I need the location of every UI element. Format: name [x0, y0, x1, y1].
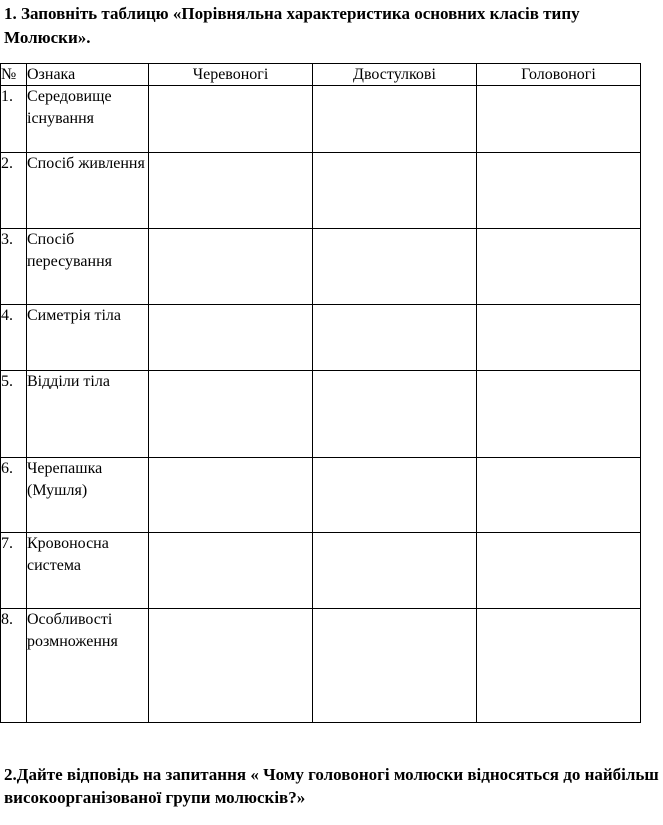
row-number: 3.	[1, 229, 27, 305]
answer-cell-cephalopods[interactable]	[477, 229, 641, 305]
answer-cell-cephalopods[interactable]	[477, 609, 641, 723]
answer-cell-bivalves[interactable]	[313, 609, 477, 723]
answer-cell-gastropods[interactable]	[149, 153, 313, 229]
row-number: 5.	[1, 371, 27, 458]
answer-cell-cephalopods[interactable]	[477, 533, 641, 609]
answer-cell-cephalopods[interactable]	[477, 458, 641, 533]
table-row	[1, 229, 641, 305]
table-row	[1, 533, 641, 609]
answer-cell-bivalves[interactable]	[313, 86, 477, 153]
header-cephalopods: Головоногі	[477, 64, 641, 86]
table-row	[1, 371, 641, 458]
answer-cell-gastropods[interactable]	[149, 305, 313, 371]
answer-cell-cephalopods[interactable]	[477, 153, 641, 229]
task-1-title: 1. Заповніть таблицю «Порівняльна характеристика основних класів типу Молюски».	[4, 4, 580, 47]
answer-cell-bivalves[interactable]	[313, 533, 477, 609]
mollusk-comparison-table	[0, 63, 641, 723]
answer-cell-gastropods[interactable]	[149, 229, 313, 305]
answer-cell-cephalopods[interactable]	[477, 86, 641, 153]
answer-cell-bivalves[interactable]	[313, 458, 477, 533]
header-gastropods: Черевоногі	[149, 64, 313, 86]
task-2-question: 2.Дайте відповідь на запитання « Чому головоногі молюски відносяться до найбільш високоорганізованої групи молюсків?»	[4, 765, 659, 807]
row-feature: Симетрія тіла	[27, 305, 149, 371]
row-number: 7.	[1, 533, 27, 609]
header-number: №	[1, 64, 27, 86]
row-feature: Середовище існування	[27, 86, 149, 153]
table-row	[1, 458, 641, 533]
header-feature: Ознака	[27, 64, 149, 86]
row-feature: Спосіб живлення	[27, 153, 149, 229]
table-row	[1, 86, 641, 153]
row-feature: Черепашка (Мушля)	[27, 458, 149, 533]
header-bivalves: Двостулкові	[313, 64, 477, 86]
table-row	[1, 305, 641, 371]
answer-cell-gastropods[interactable]	[149, 458, 313, 533]
table-row	[1, 153, 641, 229]
answer-cell-bivalves[interactable]	[313, 229, 477, 305]
answer-cell-bivalves[interactable]	[313, 371, 477, 458]
answer-cell-cephalopods[interactable]	[477, 371, 641, 458]
answer-cell-cephalopods[interactable]	[477, 305, 641, 371]
row-number: 6.	[1, 458, 27, 533]
row-number: 4.	[1, 305, 27, 371]
row-number: 1.	[1, 86, 27, 153]
row-number: 8.	[1, 609, 27, 723]
row-feature: Спосіб пересування	[27, 229, 149, 305]
row-feature: Особливості розмноження	[27, 609, 149, 723]
answer-cell-gastropods[interactable]	[149, 371, 313, 458]
answer-cell-gastropods[interactable]	[149, 86, 313, 153]
answer-cell-gastropods[interactable]	[149, 533, 313, 609]
row-feature: Відділи тіла	[27, 371, 149, 458]
table-header-row	[1, 64, 641, 86]
row-number: 2.	[1, 153, 27, 229]
answer-cell-bivalves[interactable]	[313, 305, 477, 371]
table-row	[1, 609, 641, 723]
answer-cell-gastropods[interactable]	[149, 609, 313, 723]
row-feature: Кровоносна система	[27, 533, 149, 609]
answer-cell-bivalves[interactable]	[313, 153, 477, 229]
